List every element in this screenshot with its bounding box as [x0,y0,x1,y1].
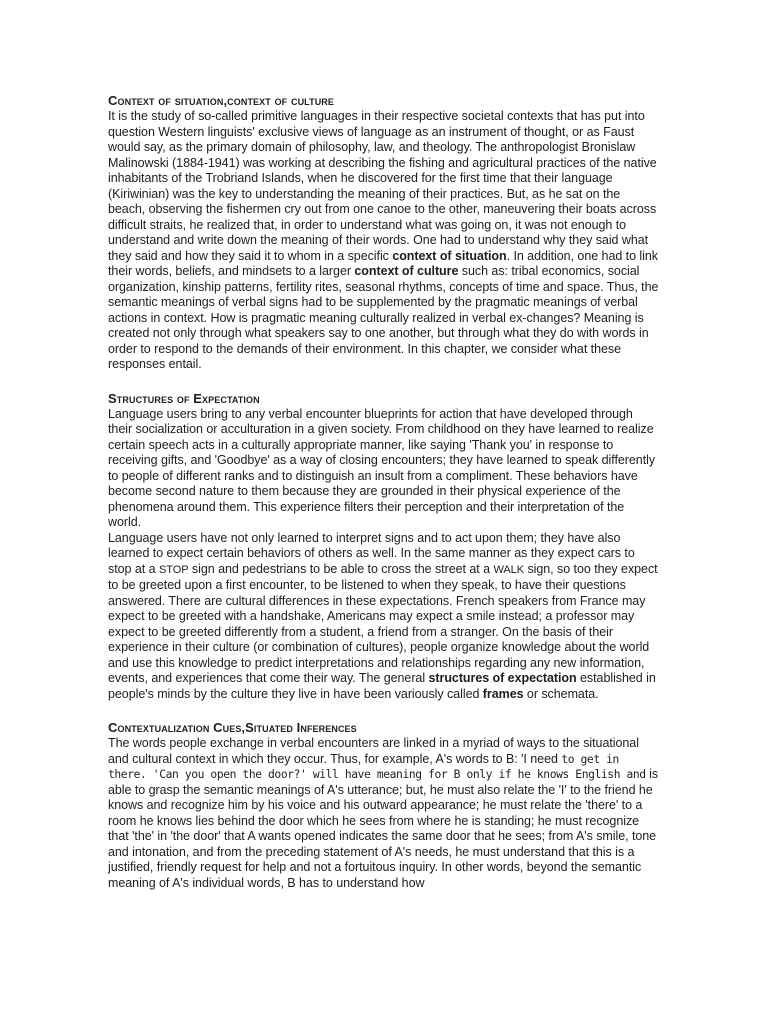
paragraph-context [108,109,660,373]
text-column [108,92,660,891]
text-run: established in people's minds by the culture they live in have been variously called [108,671,656,701]
text-run: is able to grasp the semantic meanings of A's utterance; but, he must also relate the 'I' to the friend he knows and recognize him by his voice and his outward appearance; he must relate the 'there' to a room he knows lies behind the door which he sees from where he is standing; he must recognize that 'the' in 'the door' that A wants opened indicates the same door that he sees; from A's smile, tone and intonation, and from the preceding statement of A's needs, he must understand that this is a justified, friendly request for help and not a fortuitous inquiry. In other words, beyond the semantic meaning of A's individual words, B has to understand how [108,767,659,890]
text-run: It is the study of so-called primitive languages in their respective societal contexts that has put into question Western linguists' exclusive views of language as an instrument of thought, or as Faust would say, as the primary domain of philosophy, law, and theology. The anthropologist Bronislaw Malinowski (1884-1941) was working at describing the fishing and agricultural practices of the native inhabitants of the Trobriand Islands, when he discovered for the first time that their language (Kiriwinian) was the key to understanding the meaning of their practices. But, as he sat on the beach, observing the fishermen cry out from one canoe to the other, maneuvering their boats across difficult straits, he realized that, in order to understand what was going on, it was not enough to understand and write down the meaning of their words. One had to understand why they said what they said and how they said it to whom in a specific [108,109,657,263]
bold-term-context-of-situation: context of situation [392,248,507,263]
section-heading-expectation: Structures of Expectation [108,390,260,406]
section-heading-context: Context of situation,context of culture [108,93,335,108]
small-caps-walk: WALK [493,563,525,576]
text-run: sign, so too they expect to be greeted upon a first encounter, to be listened to when they speak, to have their questions answered. There are cultural differences in these expectations. French speakers from France may expect to be greeted with a handshake, Americans may expect a smile instead; a professor may expect to be greeted differently from a student, a friend from a stranger. On the basis of their experience in their culture (or combination of cultures), people organize knowledge about the world and use this knowledge to predict interpretations and relationships regarding any new information, events, and experiences that come their way. The general [108,561,658,685]
bold-term-frames: frames [482,686,524,701]
text-run: Language users have not only learned to interpret signs and to act upon them; they have also learned to expect certain behaviors of others as well. In the same manner as they expect cars to stop at a [108,530,635,576]
paragraph-expectation-1: Language users bring to any verbal encounter blueprints for action that have developed through their socialization or acculturation in a given society. From childhood on they have learned to realize certain speech acts in a culturally appropriate manner, like saying 'Thank you' in response to receiving gifts, and 'Goodbye' as a way of closing encounters; they have learned to speak differently to people of different ranks and to distinguish an insult from a compliment. These behaviors have become second nature to them because they are grounded in their physical experience of the phenomena around them. This experience filters their perception and their interpretation of the world. [108,406,656,529]
section-heading-contextualization: Contextualization Cues,Situated Inferences [108,720,357,735]
section-gap [108,373,660,390]
section-gap [108,702,660,719]
text-run: or schemata. [523,686,599,701]
text-run: sign and pedestrians to be able to cross the street at a [188,561,494,576]
paragraph-contextualization [108,736,660,891]
small-caps-stop: STOP [158,563,189,576]
bold-term-structures-of-expectation: structures of expectation [428,671,577,685]
bold-term-context-of-culture: context of culture [354,264,459,278]
text-run: . In addition, one had to link their words, beliefs, and mindsets to a larger [108,248,658,278]
text-run: The words people exchange in verbal encounters are linked in a myriad of ways to the situational and cultural context in which they occur. Thus, for example, A's words to B: 'I need [108,736,639,766]
mono-text-run: to get in there. 'Can you open the door?' will have meaning for B only if he knows English and [108,752,646,781]
paragraph-expectation-2 [108,531,660,703]
text-run: such as: tribal economics, social organization, kinship patterns, fertility rites, seasonal rhythms, concepts of time and space. Thus, the semantic meanings of verbal signs had to be supplemented by the pragmatic meanings of verbal actions in context. How is pragmatic meaning culturally realized in verbal ex-changes? Meaning is created not only through what speakers say to one another, but through what they do with words in order to respond to the demands of their environment. In this chapter, we consider what these responses entail. [108,264,659,371]
